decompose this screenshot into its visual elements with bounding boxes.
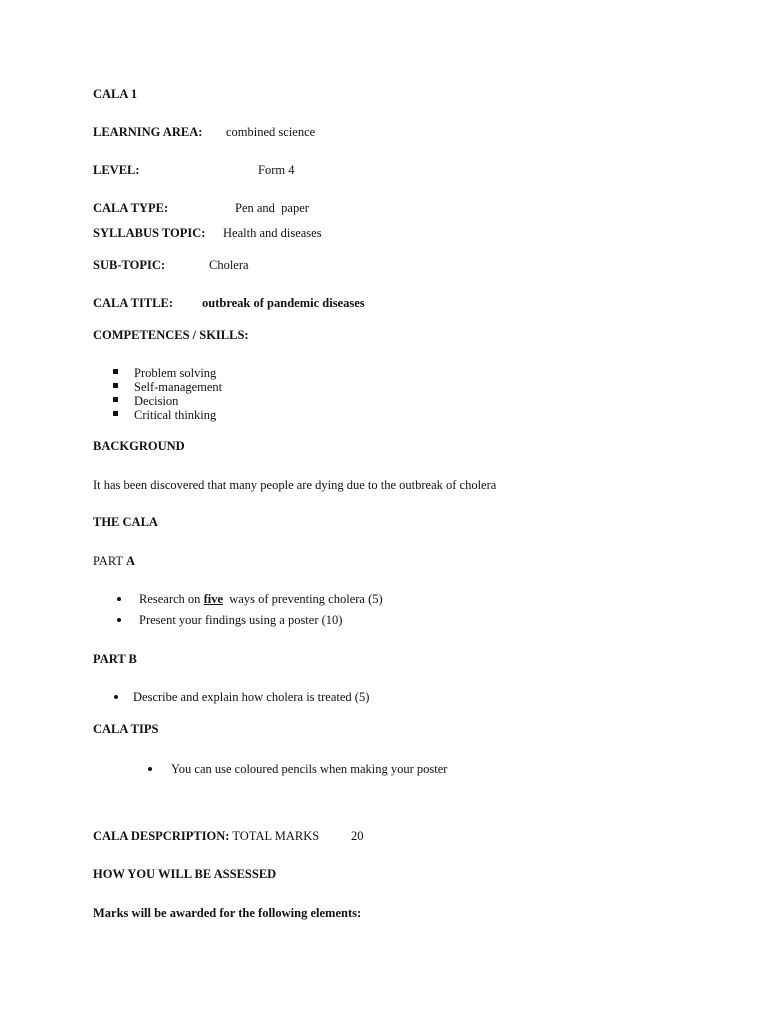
competence-item: Decision [134, 394, 179, 408]
part-b-heading: PART B [93, 652, 137, 666]
round-bullet-icon [117, 597, 121, 601]
cala-description-label: CALA DESPCRIPTION: [93, 829, 230, 843]
the-cala-heading: THE CALA [93, 515, 158, 529]
part-a-item-research [139, 593, 383, 606]
round-bullet-icon [117, 618, 121, 622]
background-text: It has been discovered that many people are dying due to the outbreak of cholera [93, 478, 497, 492]
sub-topic-label: SUB-TOPIC: [93, 258, 166, 272]
part-a-letter: A [125, 554, 135, 568]
cala-tips-heading: CALA TIPS [93, 722, 159, 736]
background-heading: BACKGROUND [93, 439, 185, 453]
total-marks-value: 20 [351, 829, 364, 843]
cala-title-value: outbreak of pandemic diseases [202, 296, 365, 310]
round-bullet-icon [148, 767, 152, 771]
part-a-prefix: PART [93, 554, 126, 568]
assessment-heading: HOW YOU WILL BE ASSESSED [93, 867, 277, 881]
competence-item: Self-management [134, 380, 223, 394]
level-value: Form 4 [258, 163, 295, 177]
square-bullet-icon [113, 397, 118, 402]
part-a-item-present: Present your findings using a poster (10) [139, 613, 343, 627]
competence-item: Problem solving [134, 366, 217, 380]
part-a-item-research-emphasis: five [203, 592, 223, 606]
assessment-intro: Marks will be awarded for the following elements: [93, 906, 362, 920]
level-label: LEVEL: [93, 163, 140, 177]
part-a-heading [93, 555, 135, 568]
syllabus-topic-value: Health and diseases [223, 226, 322, 240]
cala-tip-item: You can use coloured pencils when making your poster [171, 762, 448, 776]
competence-item: Critical thinking [134, 408, 217, 422]
competences-heading: COMPETENCES / SKILLS: [93, 328, 249, 342]
syllabus-topic-label: SYLLABUS TOPIC: [93, 226, 206, 240]
square-bullet-icon [113, 411, 118, 416]
cala-description-row [93, 830, 319, 843]
square-bullet-icon [113, 383, 118, 388]
learning-area-value: combined science [226, 125, 316, 139]
learning-area-label: LEARNING AREA: [93, 125, 203, 139]
part-b-item-describe: Describe and explain how cholera is treated (5) [133, 690, 370, 704]
part-a-item-research-pre: Research on [139, 592, 204, 606]
cala-type-label: CALA TYPE: [93, 201, 169, 215]
cala-number: CALA 1 [93, 87, 138, 101]
part-a-item-research-post: ways of preventing cholera (5) [223, 592, 383, 606]
square-bullet-icon [113, 369, 118, 374]
total-marks-label: TOTAL MARKS [232, 829, 320, 843]
sub-topic-value: Cholera [209, 258, 249, 272]
round-bullet-icon [114, 695, 118, 699]
cala-title-label: CALA TITLE: [93, 296, 174, 310]
cala-type-value: Pen and paper [235, 201, 309, 215]
